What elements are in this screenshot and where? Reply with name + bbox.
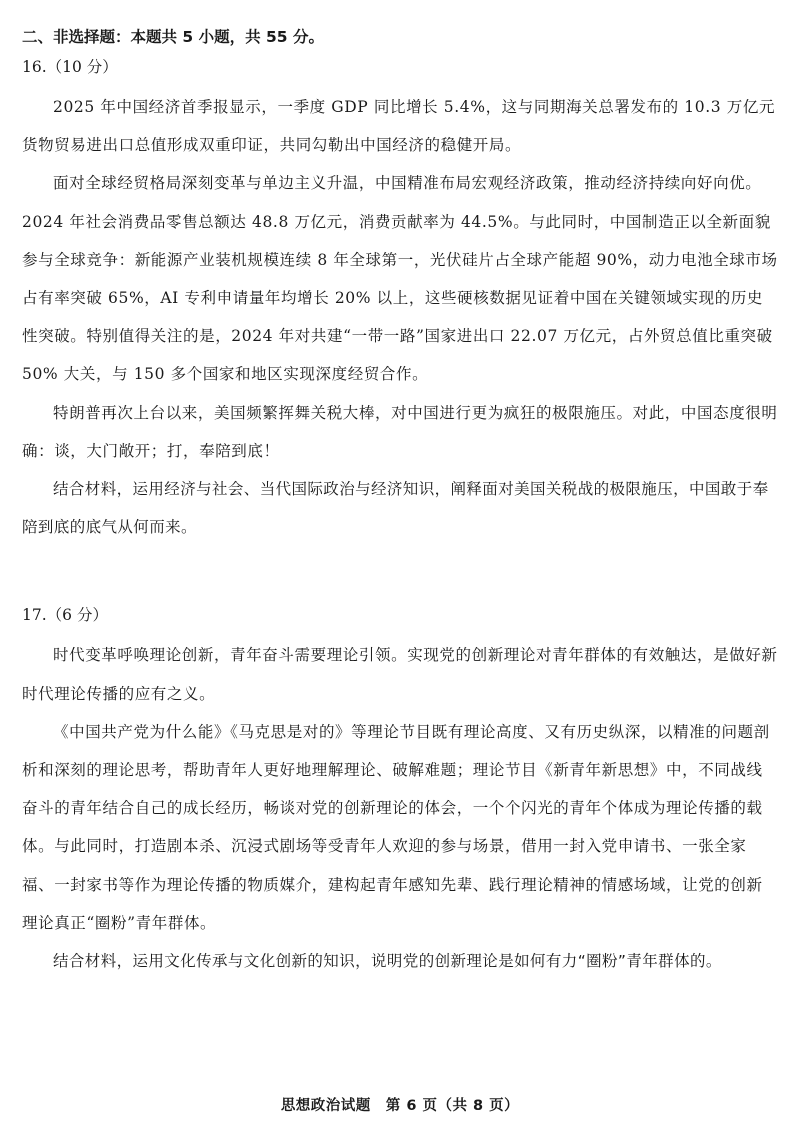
question-17-paragraph-1: 时代变革呼唤理论创新，青年奋斗需要理论引领。实现党的创新理论对青年群体的有效触达，是做好新时代理论传播的应有之义。 <box>22 646 778 703</box>
question-16-label: 16.（10 分） <box>22 58 118 76</box>
question-17 <box>22 602 778 980</box>
question-16-paragraph-2: 面对全球经贸格局深刻变革与单边主义升温，中国精准布局宏观经济政策，推动经济持续向好向优。2024 年社会消费品零售总额达 48.8 万亿元，消费贡献率为 44.5%。与此同时，中国制造正以全新面貌参与全球竞争：新能源产业装机规模连续 8 年全球第一，光伏硅片占全球产能超 90%，动力电池全球市场占有率突破 65%，AI 专利申请量年均增长 20% 以上，这些硬核数据见证着中国在关键领域实现的历史性突破。特别值得关注的是，2024 年对共建“一带一路”国家进出口 22.07 万亿元，占外贸总值比重突破 50% 大关，与 150 多个国家和地区实现深度经贸合作。 <box>22 174 778 384</box>
question-17-paragraph-2: 《中国共产党为什么能》《马克思是对的》等理论节目既有理论高度、又有历史纵深，以精准的问题剖析和深刻的理论思考，帮助青年人更好地理解理论、破解难题；理论节目《新青年新思想》中，不同战线奋斗的青年结合自己的成长经历，畅谈对党的创新理论的体会，一个个闪光的青年个体成为理论传播的载体。与此同时，打造剧本杀、沉浸式剧场等受青年人欢迎的参与场景，借用一封入党申请书、一张全家福、一封家书等作为理论传播的物质媒介，建构起青年感知先辈、践行理论精神的情感场域，让党的创新理论真正“圈粉”青年群体。 <box>22 722 770 932</box>
question-16 <box>22 54 778 546</box>
exam-page <box>22 24 778 980</box>
question-17-prompt: 结合材料，运用文化传承与文化创新的知识，说明党的创新理论是如何有力“圈粉”青年群体的。 <box>53 952 722 971</box>
question-16-prompt: 结合材料，运用经济与社会、当代国际政治与经济知识，阐释面对美国关税战的极限施压，中国敢于奉陪到底的底气从何而来。 <box>22 480 769 537</box>
section-heading: 二、非选择题：本题共 5 小题，共 55 分。 <box>22 28 324 46</box>
question-16-paragraph-3: 特朗普再次上台以来，美国频繁挥舞关税大棒，对中国进行更为疯狂的极限施压。对此，中国态度很明确：谈，大门敞开；打，奉陪到底！ <box>22 403 778 460</box>
question-17-label: 17.（6 分） <box>22 606 108 625</box>
page-footer: 思想政治试题 第 6 页（共 8 页） <box>280 1098 520 1114</box>
question-16-paragraph-1: 2025 年中国经济首季报显示，一季度 GDP 同比增长 5.4%，这与同期海关总署发布的 10.3 万亿元货物贸易进出口总值形成双重印证，共同勾勒出中国经济的稳健开局。 <box>22 98 776 155</box>
answer-space <box>22 546 778 602</box>
